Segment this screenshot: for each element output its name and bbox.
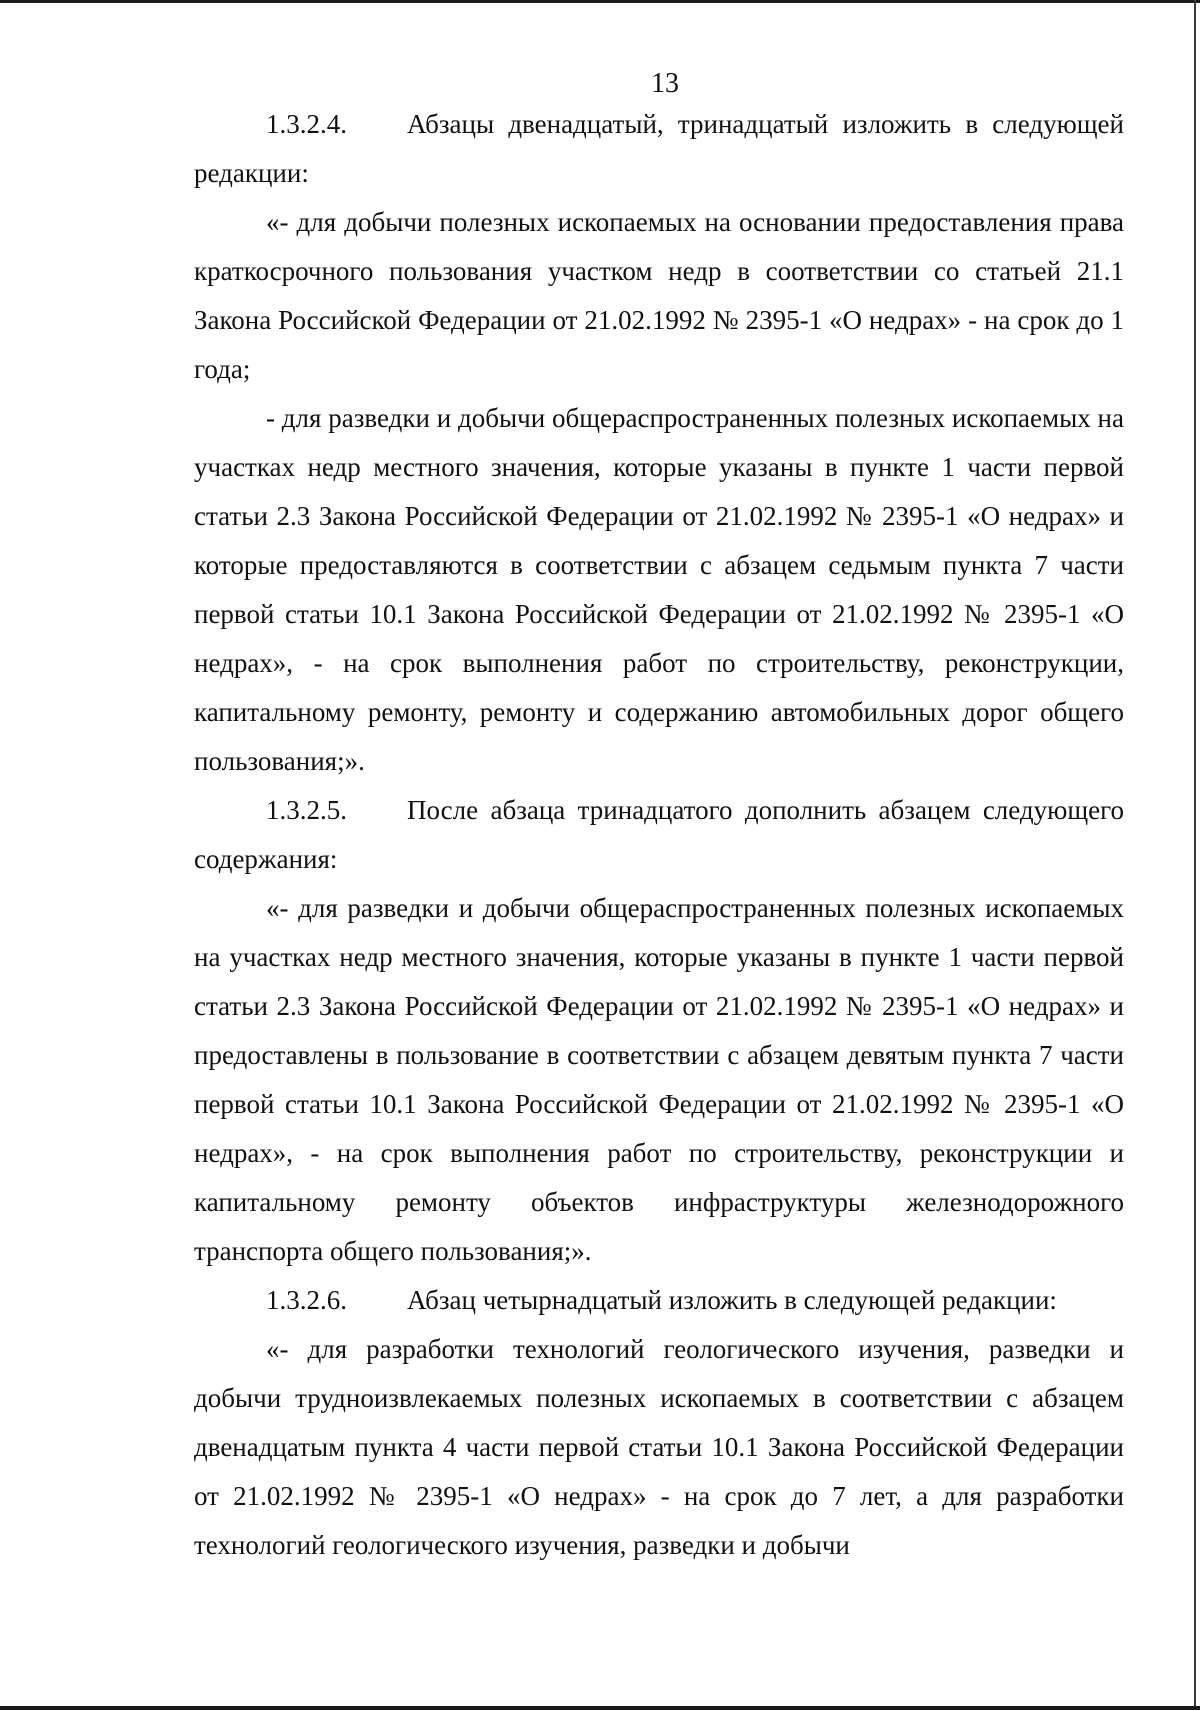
scan-border-bottom: [0, 1706, 1200, 1710]
paragraph-text: Абзацы двенадцатый, тринадцатый изложить в следующей редакции:: [194, 109, 1124, 188]
scan-border-right: [1194, 0, 1196, 1710]
paragraph-text: «- для разведки и добычи общераспространенных полезных ископаемых на участках недр местного значения, которые указаны в пункте 1 части первой статьи 2.3 Закона Российской Федерации от 21.02.1992 № 2395-1 «О недрах» и предоставлены в пользование в соответствии с абзацем девятым пункта 7 части первой статьи 10.1 Закона Российской Федерации от 21.02.1992 № 2395-1 «О недрах», - на срок выполнения работ по строительству, реконструкции и капитальному ремонту объектов инфраструктуры железнодорожного транспорта общего пользования;».: [194, 893, 1124, 1266]
clause-number: 1.3.2.6.: [266, 1285, 347, 1315]
paragraph-text: «- для добычи полезных ископаемых на основании предоставления права краткосрочного пользования участком недр в соответствии со статьей 21.1 Закона Российской Федерации от 21.02.1992 № 2395-1 «О недрах» - на срок до 1 года;: [194, 207, 1124, 384]
paragraph-text: Абзац четырнадцатый изложить в следующей редакции:: [407, 1285, 1057, 1315]
paragraph-quote-short-term: [194, 198, 1124, 394]
document-body: [194, 100, 1124, 1570]
scan-border-top: [0, 0, 1200, 3]
paragraph-text: После абзаца тринадцатого дополнить абзацем следующего содержания:: [194, 795, 1124, 874]
paragraph-1-3-2-5: [194, 786, 1124, 884]
paragraph-1-3-2-4: [194, 100, 1124, 198]
paragraph-text: «- для разработки технологий геологического изучения, разведки и добычи трудноизвлекаемых полезных ископаемых в соответствии с абзацем двенадцатым пункта 4 части первой статьи 10.1 Закона Российской Федерации от 21.02.1992 № 2395-1 «О недрах» - на срок до 7 лет, а для разработки технологий геологического изучения, разведки и добычи: [194, 1334, 1124, 1560]
paragraph-1-3-2-6: [194, 1276, 1124, 1325]
clause-number: 1.3.2.5.: [266, 795, 347, 825]
paragraph-quote-railway: [194, 884, 1124, 1276]
page-number: 13: [651, 68, 679, 99]
paragraph-quote-technologies: [194, 1325, 1124, 1570]
paragraph-local-roads: [194, 394, 1124, 786]
clause-number: 1.3.2.4.: [266, 109, 347, 139]
paragraph-text: - для разведки и добычи общераспространенных полезных ископаемых на участках недр местного значения, которые указаны в пункте 1 части первой статьи 2.3 Закона Российской Федерации от 21.02.1992 № 2395-1 «О недрах» и которые предоставляются в соответствии с абзацем седьмым пункта 7 части первой статьи 10.1 Закона Российской Федерации от 21.02.1992 № 2395-1 «О недрах», - на срок выполнения работ по строительству, реконструкции, капитальному ремонту, ремонту и содержанию автомобильных дорог общего пользования;».: [194, 403, 1124, 776]
